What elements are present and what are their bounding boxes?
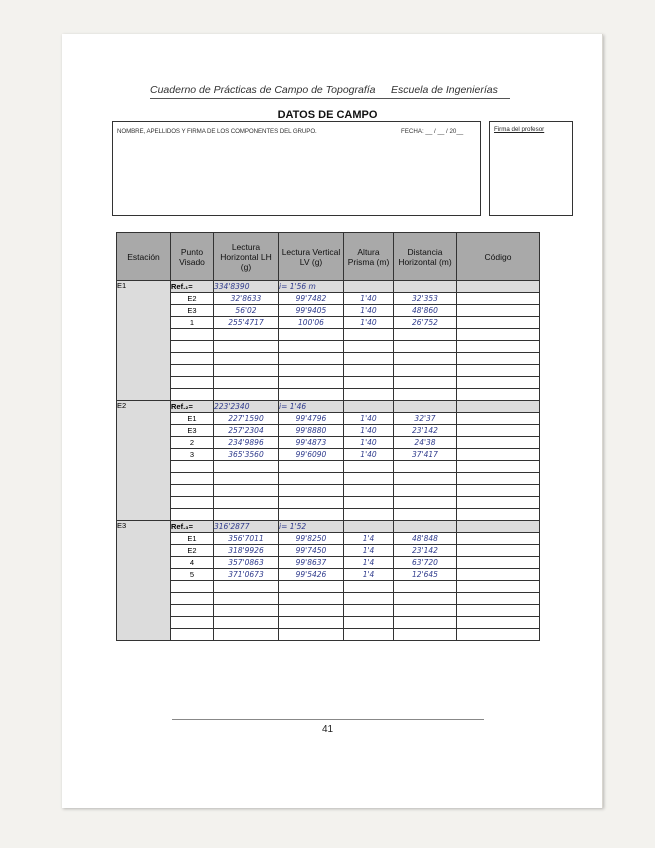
table-row [117,497,540,509]
footer-rule [172,719,484,720]
horizontal-reading [214,497,279,509]
horizontal-reading [214,377,279,389]
code-cell [457,473,540,485]
vertical-reading [279,365,344,377]
code-cell [457,437,540,449]
station-name: E1 [117,281,171,401]
code-cell [457,341,540,353]
horizontal-reading: 227'1590 [214,413,279,425]
prism-height: 1'4 [344,545,394,557]
horizontal-reading: 356'7011 [214,533,279,545]
point-visado [171,389,214,401]
horizontal-distance: 12'645 [394,569,457,581]
page-number: 41 [321,724,334,735]
prism-height [344,461,394,473]
prism-height [344,365,394,377]
horizontal-reading [214,593,279,605]
table-row [117,329,540,341]
group-members-label: NOMBRE, APELLIDOS Y FIRMA DE LOS COMPONENTES DEL GRUPO. [117,128,317,135]
vertical-reading: 99'5426 [279,569,344,581]
table-row [117,473,540,485]
vertical-reading [279,389,344,401]
vertical-reading [279,485,344,497]
instrument-height: i= 1'46 [279,401,344,413]
empty-cell [457,281,540,293]
vertical-reading [279,509,344,521]
prism-height [344,473,394,485]
vertical-reading [279,353,344,365]
horizontal-reading [214,485,279,497]
prism-height [344,353,394,365]
point-visado [171,461,214,473]
point-visado [171,485,214,497]
horizontal-reading [214,461,279,473]
horizontal-distance: 63'720 [394,557,457,569]
station-name: E3 [117,521,171,641]
horizontal-distance [394,629,457,641]
table-row [117,533,540,545]
empty-cell [394,281,457,293]
empty-cell [457,401,540,413]
horizontal-distance [394,473,457,485]
code-cell [457,329,540,341]
point-visado: E2 [171,293,214,305]
prism-height: 1'4 [344,557,394,569]
header-codigo: Código [457,233,540,281]
prism-height [344,341,394,353]
horizontal-reading [214,509,279,521]
prism-height [344,581,394,593]
horizontal-reading [214,329,279,341]
code-cell [457,485,540,497]
code-cell [457,569,540,581]
prism-height [344,509,394,521]
horizontal-distance [394,389,457,401]
code-cell [457,593,540,605]
horizontal-distance [394,377,457,389]
professor-signature-label: Firma del profesor [494,126,545,133]
point-visado [171,473,214,485]
horizontal-distance: 32'37 [394,413,457,425]
code-cell [457,581,540,593]
vertical-reading [279,497,344,509]
horizontal-reading: 234'9896 [214,437,279,449]
running-header [150,84,510,99]
point-visado [171,365,214,377]
reference-label: Ref.₁= [171,281,214,293]
table-row [117,377,540,389]
table-row [117,317,540,329]
horizontal-distance [394,617,457,629]
vertical-reading: 99'8637 [279,557,344,569]
vertical-reading [279,341,344,353]
code-cell [457,413,540,425]
point-visado: 1 [171,317,214,329]
header-lectura-horizontal: Lectura Horizontal LH (g) [214,233,279,281]
empty-cell [394,401,457,413]
reference-value: 223'2340 [214,401,279,413]
date-label: FECHA: __ / __ / 20__ [401,128,464,135]
horizontal-distance [394,605,457,617]
station-reference-row [117,401,540,413]
code-cell [457,497,540,509]
table-header-row [117,233,540,281]
prism-height: 1'4 [344,533,394,545]
prism-height: 1'40 [344,449,394,461]
header-distancia-horizontal: Distancia Horizontal (m) [394,233,457,281]
horizontal-reading: 255'4717 [214,317,279,329]
empty-cell [457,521,540,533]
table-row [117,365,540,377]
point-visado: 4 [171,557,214,569]
vertical-reading [279,593,344,605]
horizontal-reading: 365'3560 [214,449,279,461]
prism-height [344,389,394,401]
table-row [117,509,540,521]
table-row [117,485,540,497]
empty-cell [344,521,394,533]
horizontal-distance [394,593,457,605]
book-title: Cuaderno de Prácticas de Campo de Topografía [150,84,376,96]
prism-height [344,629,394,641]
horizontal-distance [394,509,457,521]
point-visado: 2 [171,437,214,449]
code-cell [457,509,540,521]
empty-cell [344,401,394,413]
table-row [117,569,540,581]
field-data-table [116,232,540,641]
table-row [117,461,540,473]
vertical-reading: 99'9405 [279,305,344,317]
horizontal-distance [394,581,457,593]
point-visado [171,341,214,353]
empty-cell [394,521,457,533]
group-members-box[interactable] [112,121,481,216]
instrument-height: i= 1'56 m [279,281,344,293]
point-visado [171,353,214,365]
vertical-reading: 99'4873 [279,437,344,449]
vertical-reading [279,329,344,341]
point-visado: E3 [171,305,214,317]
table-row [117,605,540,617]
table-row [117,413,540,425]
table-row [117,449,540,461]
header-lectura-vertical: Lectura Vertical LV (g) [279,233,344,281]
table-row [117,425,540,437]
prism-height [344,497,394,509]
horizontal-reading [214,473,279,485]
horizontal-reading: 32'8633 [214,293,279,305]
school-name: Escuela de Ingenierías [391,84,498,96]
point-visado: 3 [171,449,214,461]
vertical-reading: 99'4796 [279,413,344,425]
horizontal-reading: 257'2304 [214,425,279,437]
point-visado: E2 [171,545,214,557]
code-cell [457,293,540,305]
prism-height: 1'40 [344,425,394,437]
horizontal-reading: 371'0673 [214,569,279,581]
table-row [117,593,540,605]
code-cell [457,389,540,401]
point-visado [171,509,214,521]
instrument-height: i= 1'52 [279,521,344,533]
vertical-reading: 100'06 [279,317,344,329]
code-cell [457,365,540,377]
vertical-reading: 99'6090 [279,449,344,461]
horizontal-distance: 24'38 [394,437,457,449]
horizontal-distance: 23'142 [394,425,457,437]
professor-signature-box[interactable] [489,121,573,216]
horizontal-distance: 37'417 [394,449,457,461]
horizontal-reading [214,389,279,401]
point-visado [171,329,214,341]
code-cell [457,605,540,617]
table-row [117,629,540,641]
horizontal-reading [214,365,279,377]
prism-height [344,593,394,605]
header-punto-visado: Punto Visado [171,233,214,281]
prism-height: 1'40 [344,317,394,329]
point-visado [171,497,214,509]
code-cell [457,449,540,461]
point-visado: 5 [171,569,214,581]
table-row [117,545,540,557]
reference-label: Ref.₂= [171,401,214,413]
prism-height [344,605,394,617]
prism-height [344,377,394,389]
vertical-reading: 99'7450 [279,545,344,557]
horizontal-distance [394,365,457,377]
code-cell [457,353,540,365]
point-visado: E1 [171,533,214,545]
table-row [117,305,540,317]
prism-height [344,329,394,341]
code-cell [457,377,540,389]
code-cell [457,425,540,437]
point-visado [171,617,214,629]
horizontal-distance [394,341,457,353]
table-row [117,557,540,569]
station-reference-row [117,521,540,533]
horizontal-distance [394,461,457,473]
horizontal-distance: 23'142 [394,545,457,557]
code-cell [457,557,540,569]
reference-value: 334'8390 [214,281,279,293]
point-visado [171,593,214,605]
point-visado: E3 [171,425,214,437]
prism-height: 1'4 [344,569,394,581]
table-row [117,353,540,365]
horizontal-distance [394,353,457,365]
horizontal-reading: 56'02 [214,305,279,317]
horizontal-reading: 318'9926 [214,545,279,557]
prism-height: 1'40 [344,293,394,305]
point-visado [171,377,214,389]
horizontal-reading [214,605,279,617]
point-visado: E1 [171,413,214,425]
horizontal-distance [394,497,457,509]
code-cell [457,305,540,317]
horizontal-distance: 26'752 [394,317,457,329]
header-estacion: Estación [117,233,171,281]
code-cell [457,317,540,329]
table-row [117,617,540,629]
code-cell [457,545,540,557]
horizontal-distance: 32'353 [394,293,457,305]
horizontal-distance [394,329,457,341]
horizontal-reading [214,629,279,641]
prism-height [344,485,394,497]
horizontal-reading [214,617,279,629]
prism-height [344,617,394,629]
vertical-reading [279,605,344,617]
vertical-reading [279,473,344,485]
horizontal-reading: 357'0863 [214,557,279,569]
point-visado [171,629,214,641]
vertical-reading [279,581,344,593]
reference-value: 316'2877 [214,521,279,533]
prism-height: 1'40 [344,437,394,449]
vertical-reading: 99'8880 [279,425,344,437]
section-title: DATOS DE CAMPO [277,109,378,121]
station-name: E2 [117,401,171,521]
horizontal-distance: 48'860 [394,305,457,317]
vertical-reading [279,617,344,629]
code-cell [457,461,540,473]
point-visado [171,605,214,617]
prism-height: 1'40 [344,305,394,317]
reference-label: Ref.₃= [171,521,214,533]
table-row [117,437,540,449]
vertical-reading [279,461,344,473]
header-altura-prisma: Altura Prisma (m) [344,233,394,281]
horizontal-reading [214,341,279,353]
prism-height: 1'40 [344,413,394,425]
vertical-reading: 99'7482 [279,293,344,305]
code-cell [457,533,540,545]
table-row [117,341,540,353]
station-reference-row [117,281,540,293]
table-row [117,581,540,593]
vertical-reading: 99'8250 [279,533,344,545]
point-visado [171,581,214,593]
table-row [117,293,540,305]
code-cell [457,617,540,629]
table-row [117,389,540,401]
empty-cell [344,281,394,293]
horizontal-distance: 48'848 [394,533,457,545]
horizontal-reading [214,353,279,365]
vertical-reading [279,629,344,641]
vertical-reading [279,377,344,389]
code-cell [457,629,540,641]
horizontal-reading [214,581,279,593]
horizontal-distance [394,485,457,497]
